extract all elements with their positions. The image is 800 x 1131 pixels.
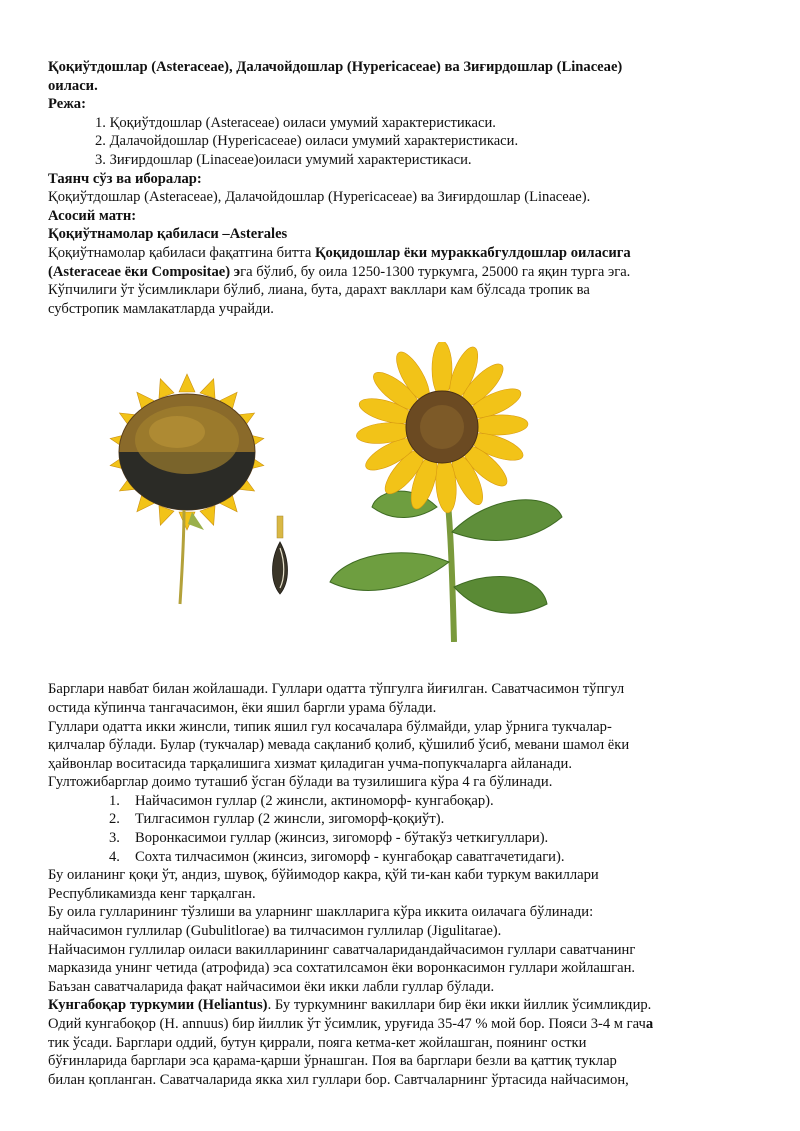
body-line: марказида унинг четида (атрофида) эса сохтатилсамон ёки воронкасимон гуллари жойлашган. xyxy=(48,960,636,977)
helianthus-line-2 xyxy=(48,1015,748,1034)
document-title-line-1: Қоқиўтдошлар (Asteraceae), Далачойдошлар (Hypericaceae) ва Зиғирдошлар (Linaceae) xyxy=(48,59,623,75)
keywords-heading: Таянч сўз ва иборалар: xyxy=(48,170,202,187)
body-line: бўғинларида барглари эса қарама-қарши ўрнашган. Поя ва барглари безли ва қаттиқ туклар xyxy=(48,1053,617,1070)
list-number: 2. xyxy=(109,811,120,828)
list-number: 1. xyxy=(109,792,120,809)
genus-heading-bold: Кунгабоқар туркумии (Heliantus) xyxy=(48,997,268,1014)
plan-item: 1. Қоқиўтдошлар (Asteraceae) оиласи умумий характеристикаси. xyxy=(95,114,496,131)
document-page xyxy=(48,58,748,1089)
intro-bold-fragment: э xyxy=(230,263,241,280)
main-text-heading: Асосий матн: xyxy=(48,207,137,224)
body-line: Бу оиланинг қоқи ўт, андиз, шувоқ, бўйимодор какра, қўй ти-кан каби туркум вакиллари xyxy=(48,867,599,884)
order-heading: Қоқиўтнамолар қабиласи –Asterales xyxy=(48,226,288,243)
sunflower-head-illustration xyxy=(109,374,265,604)
intro-line-4: субстропик мамлакатларда учрайди. xyxy=(48,300,274,317)
list-number: 3. xyxy=(109,830,120,847)
body-line: билан қопланган. Саватчаларида якка хил гуллари бор. Савтчаларнинг ўртасида найчасимон, xyxy=(48,1071,629,1088)
list-text: Тилгасимон гуллар (2 жинсли, зигоморф-қоқиўт). xyxy=(135,811,445,828)
plan-item: 2. Далачойдошлар (Hypericaceae) оиласи умумий характеристикаси. xyxy=(95,133,519,150)
body-line: тик ўсади. Барглари оддий, бутун қиррали, пояга кетма-кет жойлашган, поянинг остки xyxy=(48,1034,587,1051)
intro-line-2 xyxy=(48,263,748,282)
sunflower-plant-illustration xyxy=(330,342,562,642)
body-line: найчасимон гуллилар (Gubulitlorae) ва тилчасимон гуллилар (Jigulitarae). xyxy=(48,923,502,940)
family-name-bold: Қоқидошлар ёки мураккабгулдошлар оиласига xyxy=(314,244,631,261)
keywords-text: Қоқиўтдошлар (Asteraceae), Далачойдошлар (Hypericaceae) ва Зиғирдошлар (Linaceae). xyxy=(48,189,591,206)
body-line: қилчалар бўлади. Булар (тукчалар) мевада сақланиб қолиб, қўшилиб ўсиб, мевани шамол ёки xyxy=(48,737,630,754)
family-latin-bold: (Asteraceae ёки Compositae) xyxy=(48,263,231,280)
plan-heading: Режа: xyxy=(48,96,86,113)
list-number: 4. xyxy=(109,848,120,865)
intro-line-1 xyxy=(48,244,748,263)
helianthus-line-1 xyxy=(48,996,748,1015)
body-line: остида кўпинча тангачасимон, ёки яшил баргли урама бўлади. xyxy=(48,699,437,716)
helianthus-text: . Бу туркумнинг вакиллари бир ёки икки йиллик ўсимликдир. xyxy=(267,997,652,1014)
body-line: Гуллари одатта икки жинсли, типик яшил гул косачалара бўлмайди, улар ўрнига тукчалар- xyxy=(48,718,612,735)
list-text: Найчасимон гуллар (2 жинсли, актиноморф- кунгабоқар). xyxy=(135,792,494,809)
sunflower-illustration xyxy=(92,342,612,642)
body-line: Республикамизда кенг тарқалган. xyxy=(48,885,256,902)
intro-text: Қоқиўтнамолар қабиласи фақатгина битта xyxy=(48,244,315,261)
flower-type-item xyxy=(48,792,748,811)
body-line: Барглари навбат билан жойлашади. Гуллари одатта тўпгулга йиғилган. Саватчасимон тўпгул xyxy=(48,681,625,698)
body-line: Гултожибарглар доимо туташиб ўсган бўлади ва тузилишига кўра 4 га бўлинади. xyxy=(48,774,553,791)
flower-type-item xyxy=(48,810,748,829)
flower-types-list xyxy=(48,792,748,866)
plan-list xyxy=(48,114,748,170)
intro-line-3: Кўпчилиги ўт ўсимликлари бўлиб, лиана, бута, дарахт вакллари кам бўлсада тропик ва xyxy=(48,282,590,299)
helianthus-text: Одий кунгабоқор (H. annuus) бир йиллик ўт ўсимлик, уруғида 35-47 % мой бор. Пояси 3-4 м гач xyxy=(48,1016,646,1032)
plan-item: 3. Зиғирдошлар (Linaceae)оиласи умумий характеристикаси. xyxy=(95,151,472,168)
sunflower-seed-illustration xyxy=(273,516,288,594)
intro-text: га бўлиб, бу оила 1250-1300 туркумга, 25000 га яқин турга эга. xyxy=(240,263,631,280)
body-line: Найчасимон гуллилар оиласи вакилларининг саватчаларидандайчасимон гуллари саватчанинг xyxy=(48,941,636,958)
flower-type-item xyxy=(48,829,748,848)
sunflower-figure xyxy=(48,342,748,668)
flower-type-item xyxy=(48,848,748,867)
body-line: Бу оила гулларининг тўзлиши ва уларнинг шаклларига кўра иккита оилачага бўлинади: xyxy=(48,904,594,921)
document-title-line-2: оиласи. xyxy=(48,77,98,94)
body-line: Баъзан саватчаларида фақат найчасимои ёки икки лабли гуллар бўлади. xyxy=(48,978,495,995)
helianthus-bold-letter: а xyxy=(645,1016,654,1032)
list-text: Сохта тилчасимон (жинсиз, зигоморф - кунгабоқар саватгачетидаги). xyxy=(135,848,565,865)
list-text: Воронкасимои гуллар (жинсиз, зигоморф - бўтакўз четкигуллари). xyxy=(135,830,549,847)
body-line: ҳайвонлар воситасида тарқалишига хизмат қиладиган учма-попукчаларга айланади. xyxy=(48,755,572,772)
